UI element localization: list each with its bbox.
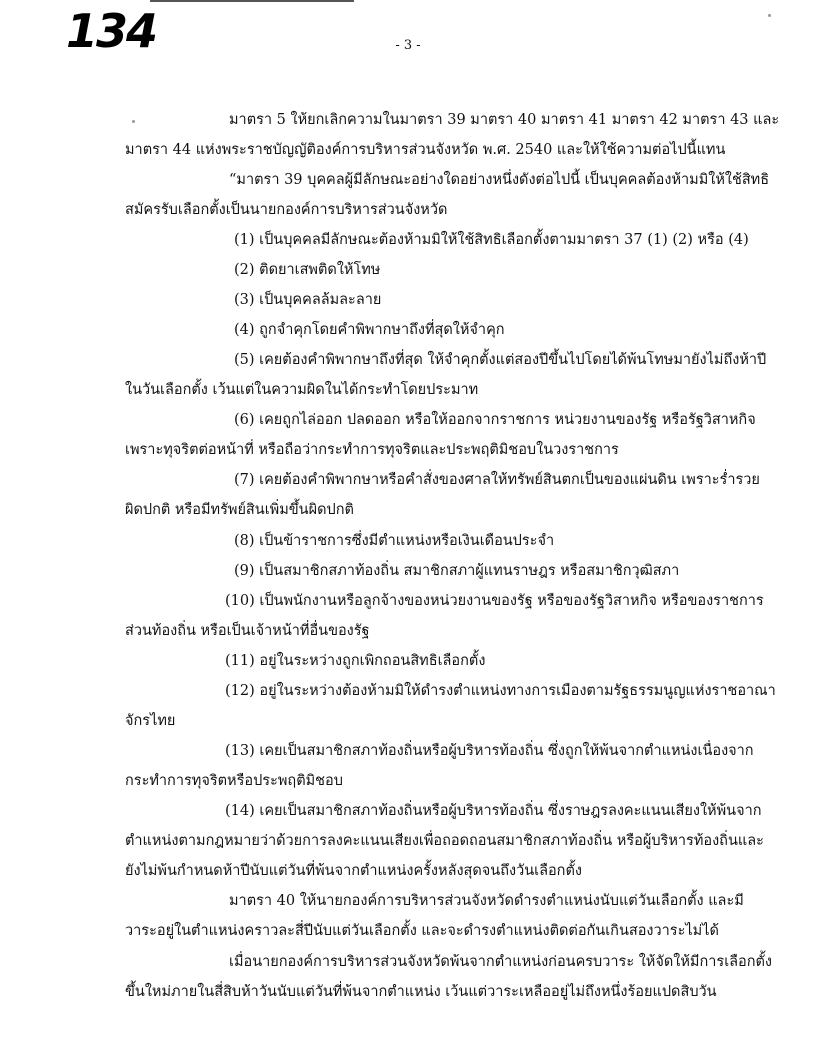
body-line: สมัครรับเลือกตั้งเป็นนายกองค์การบริหารส่วนจังหวัด <box>125 202 448 218</box>
top-rule <box>150 0 354 2</box>
body-line: มาตรา 44 แห่งพระราชบัญญัติองค์การบริหารส่วนจังหวัด พ.ศ. 2540 และให้ใช้ความต่อไปนี้แทน <box>125 142 726 158</box>
body-line: (5) เคยต้องคำพิพากษาถึงที่สุด ให้จำคุกตั้งแต่สองปีขึ้นไปโดยได้พ้นโทษมายังไม่ถึงห้าปี <box>234 352 767 368</box>
body-line: กระทำการทุจริตหรือประพฤติมิชอบ <box>125 773 343 789</box>
body-line: (13) เคยเป็นสมาชิกสภาท้องถิ่นหรือผู้บริหารท้องถิ่น ซึ่งถูกให้พ้นจากตำแหน่งเนื่องจาก <box>225 743 754 759</box>
body-line: (7) เคยต้องคำพิพากษาหรือคำสั่งของศาลให้ทรัพย์สินตกเป็นของแผ่นดิน เพราะร่ำรวย <box>234 472 760 488</box>
body-line: (9) เป็นสมาชิกสภาท้องถิ่น สมาชิกสภาผู้แทนราษฎร หรือสมาชิกวุฒิสภา <box>234 563 680 579</box>
body-line: (14) เคยเป็นสมาชิกสภาท้องถิ่นหรือผู้บริหารท้องถิ่น ซึ่งราษฎรลงคะแนนเสียงให้พ้นจาก <box>225 803 762 819</box>
page-number: - 3 - <box>395 38 421 53</box>
body-line: ส่วนท้องถิ่น หรือเป็นเจ้าหน้าที่อื่นของรัฐ <box>125 623 370 639</box>
body-line: “มาตรา 39 บุคคลผู้มีลักษณะอย่างใดอย่างหนึ่งดังต่อไปนี้ เป็นบุคคลต้องห้ามมิให้ใช้สิทธิ <box>229 172 770 188</box>
body-line: เมื่อนายกองค์การบริหารส่วนจังหวัดพ้นจากตำแหน่งก่อนครบวาระ ให้จัดให้มีการเลือกตั้ง <box>229 954 773 970</box>
body-line: (1) เป็นบุคคลมีลักษณะต้องห้ามมิให้ใช้สิทธิเลือกตั้งตามมาตรา 37 (1) (2) หรือ (4) <box>234 232 749 248</box>
body-line: ยังไม่พ้นกำหนดห้าปีนับแต่วันที่พ้นจากตำแหน่งครั้งหลังสุดจนถึงวันเลือกตั้ง <box>125 863 582 879</box>
body-line: ในวันเลือกตั้ง เว้นแต่ในความผิดในได้กระทำโดยประมาท <box>125 382 479 398</box>
body-line: มาตรา 5 ให้ยกเลิกความในมาตรา 39 มาตรา 40 มาตรา 41 มาตรา 42 มาตรา 43 และ <box>229 112 780 128</box>
body-line: (3) เป็นบุคคลล้มละลาย <box>234 292 382 308</box>
body-line: (11) อยู่ในระหว่างถูกเพิกถอนสิทธิเลือกตั้ง <box>225 653 486 669</box>
body-line: จักรไทย <box>125 713 176 729</box>
handwritten-page-number: 134 <box>66 4 157 58</box>
body-line: ผิดปกติ หรือมีทรัพย์สินเพิ่มขึ้นผิดปกติ <box>125 502 354 518</box>
body-line: วาระอยู่ในตำแหน่งคราวละสี่ปีนับแต่วันเลือกตั้ง และจะดำรงตำแหน่งติดต่อกันเกินสองวาระไม่ได้ <box>125 923 719 939</box>
scan-speck <box>132 120 135 123</box>
body-line: ตำแหน่งตามกฎหมายว่าด้วยการลงคะแนนเสียงเพื่อถอดถอนสมาชิกสภาท้องถิ่น หรือผู้บริหารท้องถิ่นและ <box>125 833 764 849</box>
body-line: (8) เป็นข้าราชการซึ่งมีตำแหน่งหรือเงินเดือนประจำ <box>234 533 555 549</box>
body-line: (2) ติดยาเสพติดให้โทษ <box>234 262 381 278</box>
body-line: (4) ถูกจำคุกโดยคำพิพากษาถึงที่สุดให้จำคุก <box>234 322 505 338</box>
body-line: มาตรา 40 ให้นายกองค์การบริหารส่วนจังหวัดดำรงตำแหน่งนับแต่วันเลือกตั้ง และมี <box>229 893 744 909</box>
body-line: (6) เคยถูกไล่ออก ปลดออก หรือให้ออกจากราชการ หน่วยงานของรัฐ หรือรัฐวิสาหกิจ <box>234 412 756 428</box>
body-line: (10) เป็นพนักงานหรือลูกจ้างของหน่วยงานของรัฐ หรือของรัฐวิสาหกิจ หรือของราชการ <box>225 593 764 609</box>
body-line: เพราะทุจริตต่อหน้าที่ หรือถือว่ากระทำการทุจริตและประพฤติมิชอบในวงราชการ <box>125 442 619 458</box>
body-line: (12) อยู่ในระหว่างต้องห้ามมิให้ดำรงตำแหน่งทางการเมืองตามรัฐธรรมนูญแห่งราชอาณา <box>225 683 776 699</box>
scan-speck <box>768 14 771 17</box>
body-line: ขึ้นใหม่ภายในสี่สิบห้าวันนับแต่วันที่พ้นจากตำแหน่ง เว้นแต่วาระเหลืออยู่ไม่ถึงหนึ่งร้อยแปดสิบวัน <box>125 984 717 1000</box>
